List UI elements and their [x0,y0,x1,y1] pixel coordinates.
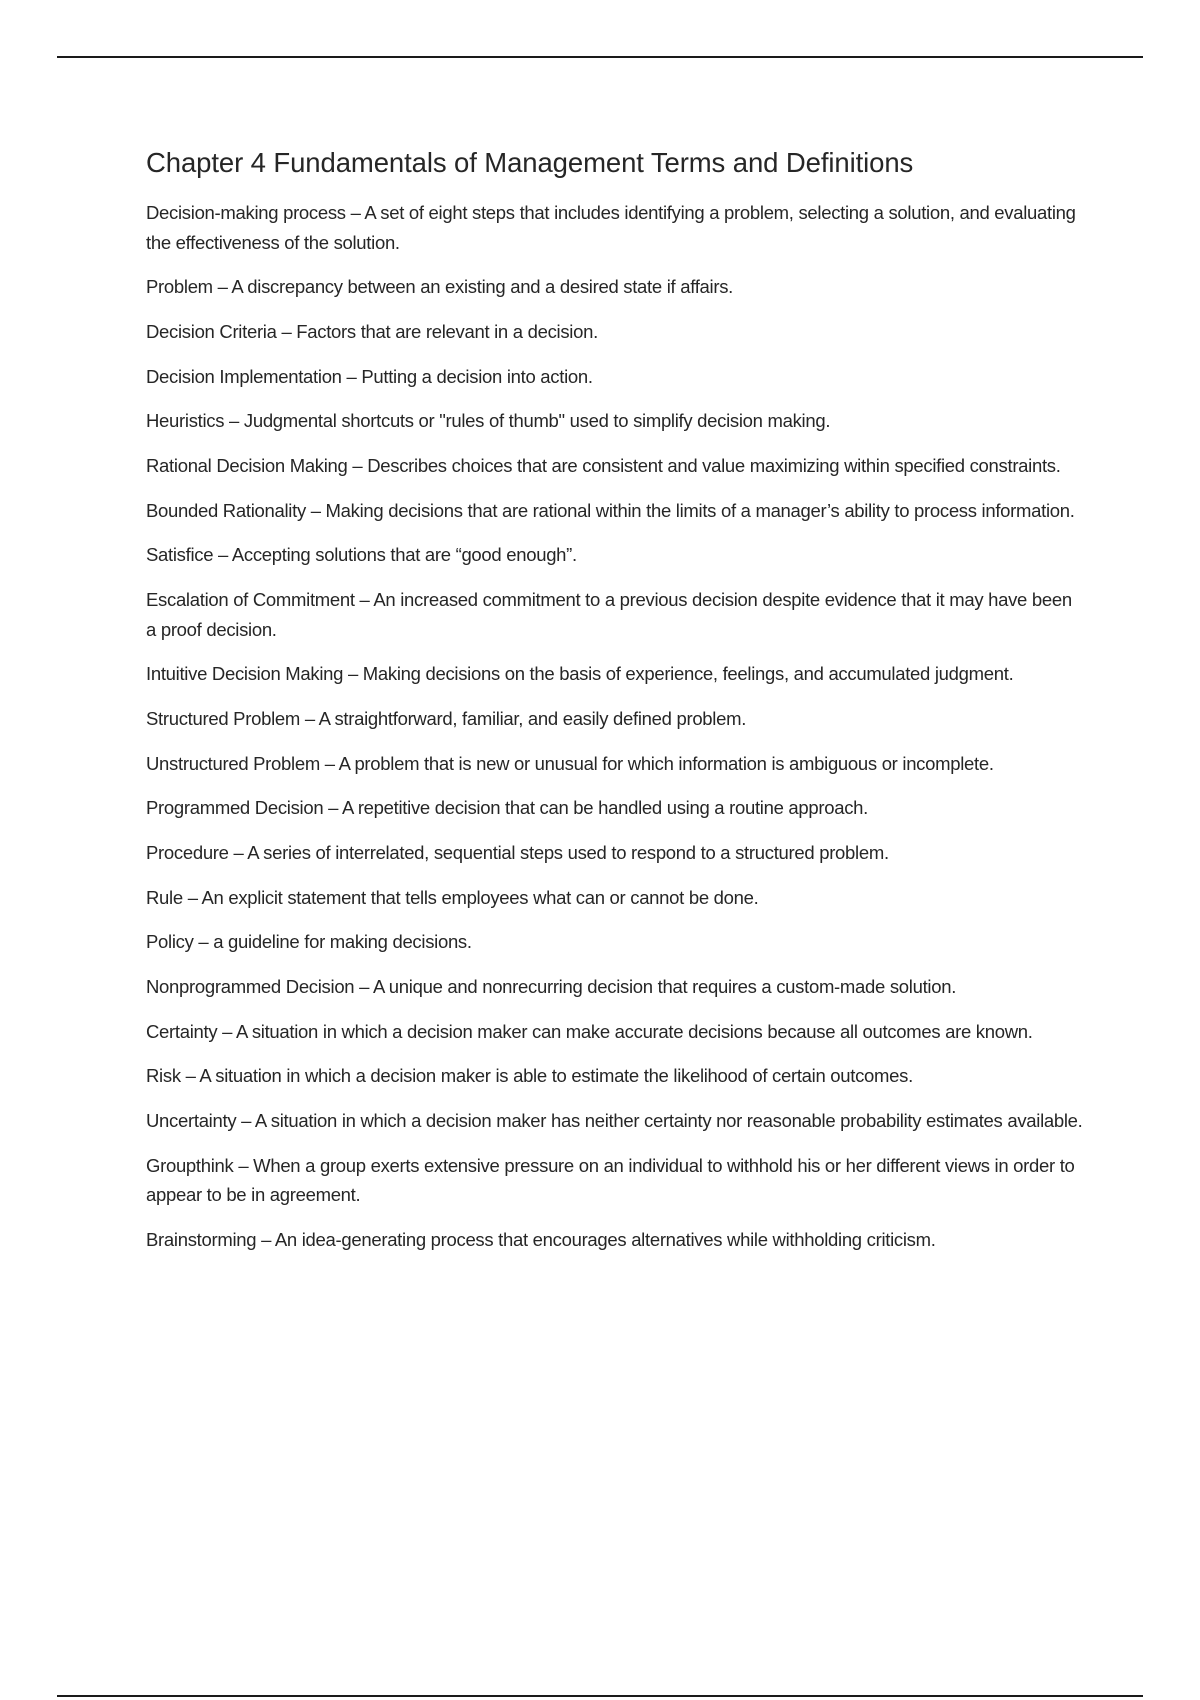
term-entry-decision-making-process: Decision-making process – A set of eight steps that includes identifying a problem, selecting a solution, and evaluating the effectiveness of the solution. [146,202,1076,253]
footer-rule [57,1695,1143,1697]
term-entry-nonprogrammed-decision: Nonprogrammed Decision – A unique and nonrecurring decision that requires a custom-made solution. [146,976,957,997]
term-entry-brainstorming: Brainstorming – An idea-generating process that encourages alternatives while withholding criticism. [146,1228,936,1250]
document-body [146,142,1086,1270]
term-entry-certainty: Certainty – A situation in which a decision maker can make accurate decisions because all outcomes are known. [146,1020,1033,1042]
term-entry-procedure: Procedure – A series of interrelated, sequential steps used to respond to a structured problem. [146,841,889,863]
term-entry-risk: Risk – A situation in which a decision maker is able to estimate the likelihood of certain outcomes. [146,1065,913,1087]
term-entry-bounded-rationality: Bounded Rationality – Making decisions that are rational within the limits of a manager’s ability to process information. [146,499,1075,521]
term-entry-policy: Policy – a guideline for making decisions. [146,931,472,953]
term-entry-escalation-of-commitment: Escalation of Commitment – An increased commitment to a previous decision despite evidence that it may have been a proof decision. [146,589,1072,640]
term-entry-programmed-decision: Programmed Decision – A repetitive decision that can be handled using a routine approach. [146,797,868,819]
term-entry-problem: Problem – A discrepancy between an existing and a desired state if affairs. [146,276,733,298]
term-entry-rule: Rule – An explicit statement that tells employees what can or cannot be done. [146,886,759,908]
term-list [146,198,1086,1254]
page-title: Chapter 4 Fundamentals of Management Terms and Definitions [146,147,914,178]
term-entry-unstructured-problem: Unstructured Problem – A problem that is new or unusual for which information is ambiguous or incomplete. [146,752,994,774]
term-entry-heuristics: Heuristics – Judgmental shortcuts or "rules of thumb" used to simplify decision making. [146,410,831,432]
term-entry-uncertainty: Uncertainty – A situation in which a decision maker has neither certainty nor reasonable probability estimates available. [146,1110,1083,1132]
header-rule [57,56,1143,58]
term-entry-rational-decision-making: Rational Decision Making – Describes choices that are consistent and value maximizing within specified constraints. [146,454,1061,476]
term-entry-structured-problem: Structured Problem – A straightforward, familiar, and easily defined problem. [146,707,747,729]
term-entry-decision-criteria: Decision Criteria – Factors that are relevant in a decision. [146,320,598,342]
term-entry-intuitive-decision-making: Intuitive Decision Making – Making decisions on the basis of experience, feelings, and accumulated judgment. [146,663,1014,685]
term-entry-groupthink: Groupthink – When a group exerts extensive pressure on an individual to withhold his or her different views in order to appear to be in agreement. [146,1154,1075,1206]
term-entry-decision-implementation: Decision Implementation – Putting a decision into action. [146,365,593,387]
term-entry-satisfice: Satisfice – Accepting solutions that are “good enough”. [146,544,577,566]
